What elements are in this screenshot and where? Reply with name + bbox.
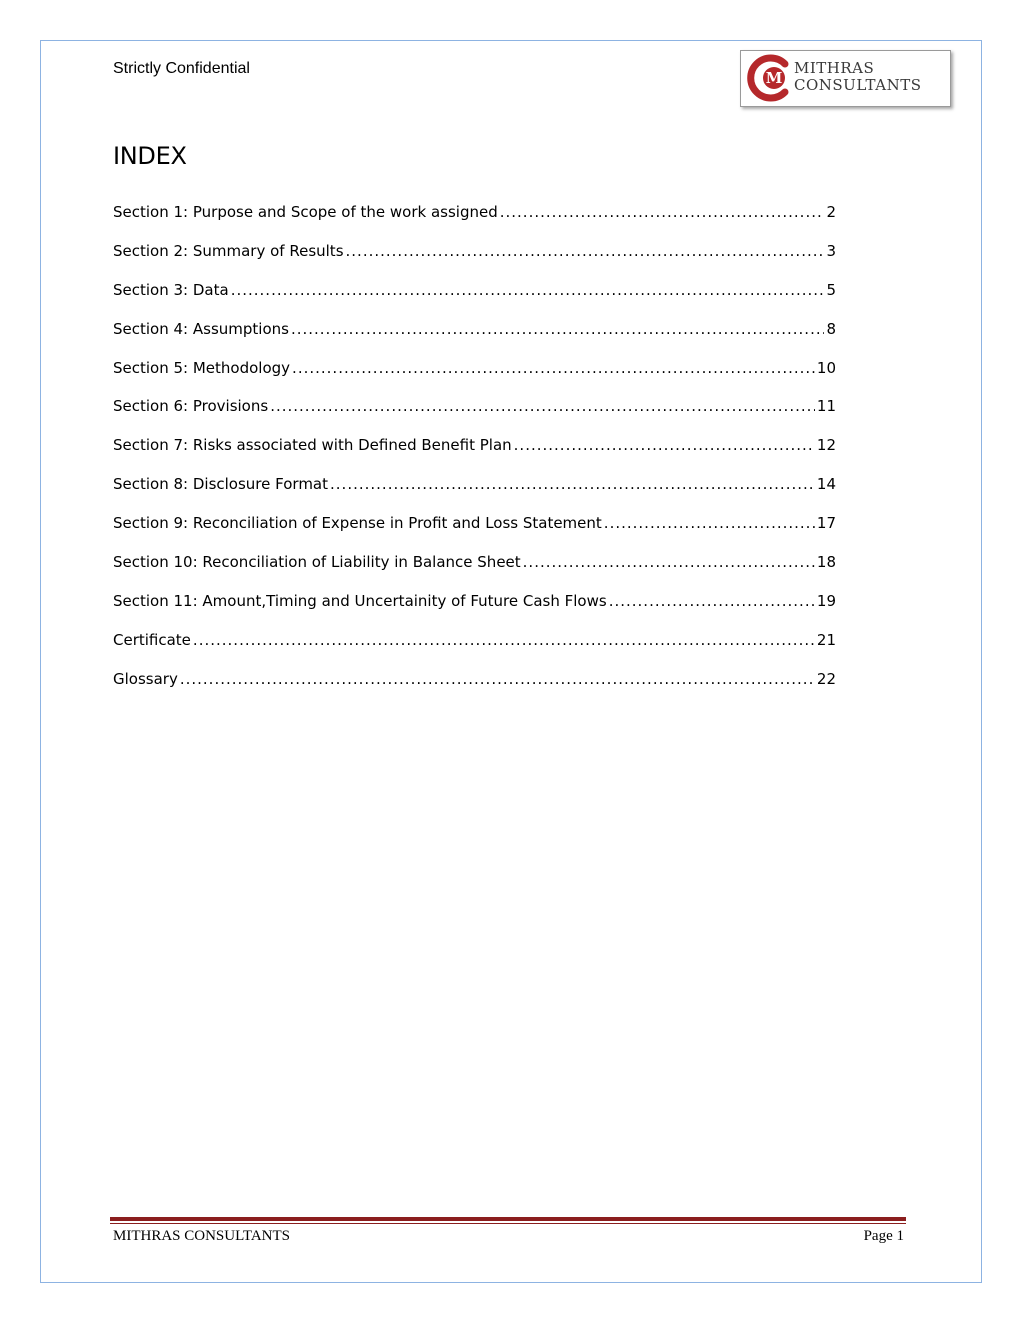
toc-entry[interactable] <box>113 203 836 242</box>
toc-dot-leader <box>500 203 825 221</box>
toc-entry[interactable] <box>113 281 836 320</box>
logo-line-2: CONSULTANTS <box>794 76 922 94</box>
toc-dot-leader <box>523 553 815 571</box>
toc-entry-title: Section 6: Provisions <box>113 397 269 416</box>
toc-entry-title: Glossary <box>113 669 178 688</box>
toc-entry-title: Section 11: Amount,Timing and Uncertainity of Future Cash Flows <box>113 591 607 610</box>
toc-entry-title: Section 2: Summary of Results <box>113 241 344 260</box>
toc-entry[interactable] <box>113 320 836 359</box>
toc-entry-page: 19 <box>816 591 836 610</box>
toc-entry[interactable] <box>113 436 836 475</box>
toc-entry-page: 14 <box>816 475 836 494</box>
toc-entry[interactable] <box>113 475 836 514</box>
toc-entry[interactable] <box>113 359 836 398</box>
table-of-contents <box>113 203 836 709</box>
toc-entry-title: Section 8: Disclosure Format <box>113 475 329 494</box>
toc-dot-leader <box>292 359 815 377</box>
footer-rule <box>110 1217 906 1224</box>
toc-entry[interactable] <box>113 592 836 631</box>
toc-entry[interactable] <box>113 514 836 553</box>
toc-entry-page: 11 <box>816 397 836 416</box>
toc-dot-leader <box>180 670 815 688</box>
toc-entry-page: 8 <box>826 319 836 338</box>
toc-entry-page: 22 <box>816 669 836 688</box>
toc-entry-title: Section 10: Reconciliation of Liability in Balance Sheet <box>113 553 521 572</box>
toc-entry-title: Section 4: Assumptions <box>113 319 289 338</box>
toc-entry[interactable] <box>113 397 836 436</box>
toc-entry-title: Section 9: Reconciliation of Expense in Profit and Loss Statement <box>113 514 602 533</box>
toc-entry[interactable] <box>113 670 836 709</box>
toc-entry-title: Section 3: Data <box>113 280 229 299</box>
cm-monogram-icon <box>745 54 793 102</box>
toc-entry-page: 17 <box>816 514 836 533</box>
footer-page-number: Page 1 <box>863 1228 904 1244</box>
toc-dot-leader <box>514 436 815 454</box>
toc-entry-page: 10 <box>816 358 836 377</box>
index-title: INDEX <box>113 142 187 170</box>
toc-entry-title: Certificate <box>113 630 191 649</box>
footer-company: MITHRAS CONSULTANTS <box>113 1228 291 1244</box>
toc-entry-page: 18 <box>816 553 836 572</box>
company-logo <box>740 50 951 107</box>
toc-dot-leader <box>291 320 825 338</box>
svg-text:M: M <box>765 69 783 87</box>
toc-entry-title: Section 1: Purpose and Scope of the work assigned <box>113 203 498 221</box>
toc-entry-page: 2 <box>826 203 836 221</box>
confidential-label: Strictly Confidential <box>113 60 250 77</box>
toc-entry-title: Section 5: Methodology <box>113 358 291 377</box>
toc-entry-page: 12 <box>816 436 836 455</box>
toc-dot-leader <box>346 242 825 260</box>
toc-entry-page: 5 <box>826 280 836 299</box>
logo-line-1: MITHRAS <box>794 59 875 77</box>
toc-entry-page: 21 <box>816 630 836 649</box>
toc-entry-title: Section 7: Risks associated with Defined Benefit Plan <box>113 436 512 455</box>
toc-dot-leader <box>604 514 815 532</box>
toc-dot-leader <box>193 631 815 649</box>
toc-entry[interactable] <box>113 631 836 670</box>
toc-dot-leader <box>609 592 815 610</box>
toc-dot-leader <box>330 475 815 493</box>
toc-entry[interactable] <box>113 553 836 592</box>
toc-dot-leader <box>270 397 815 415</box>
toc-entry[interactable] <box>113 242 836 281</box>
toc-entry-page: 3 <box>826 241 836 260</box>
toc-dot-leader <box>231 281 825 299</box>
